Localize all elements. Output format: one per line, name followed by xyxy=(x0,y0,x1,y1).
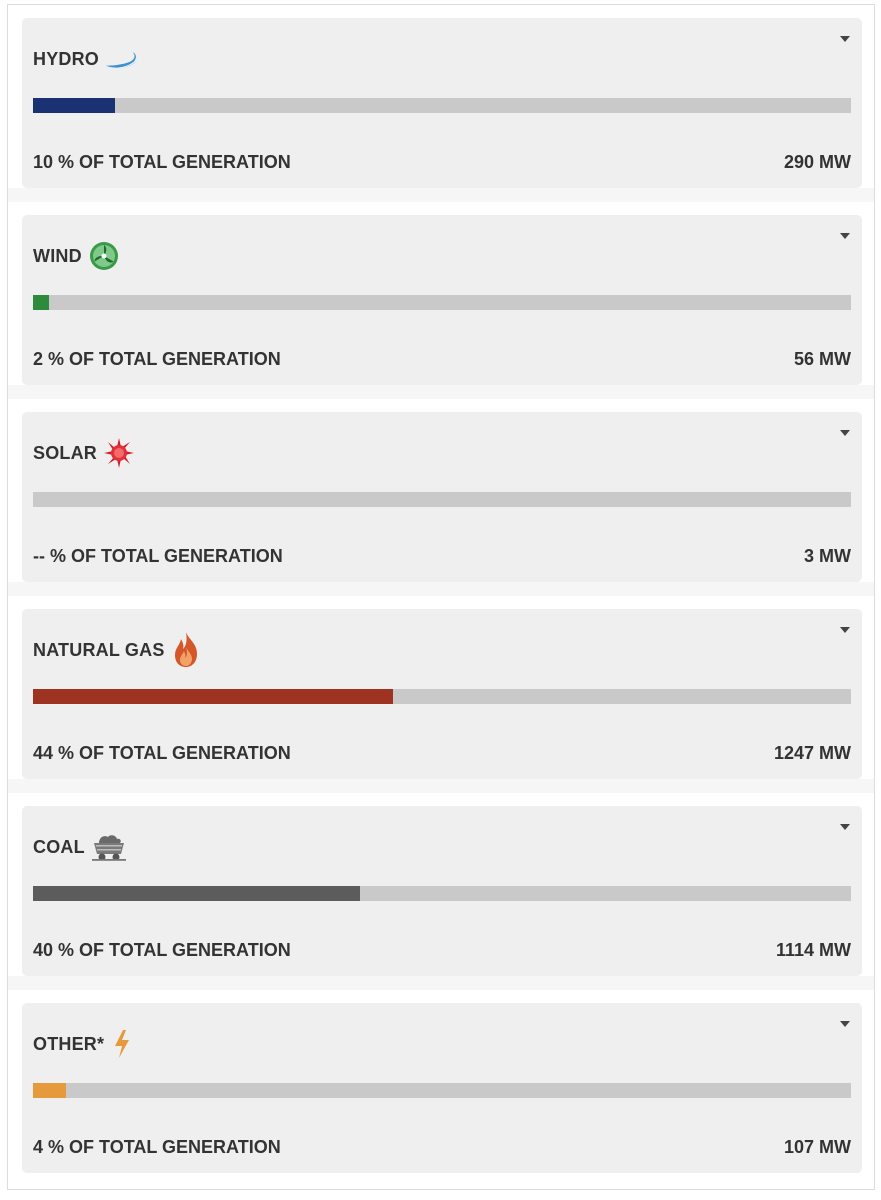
card-divider xyxy=(8,385,874,399)
hydro-wave-icon xyxy=(105,44,143,74)
card-header xyxy=(33,438,141,468)
card-header xyxy=(33,1029,148,1059)
expand-caret-icon[interactable] xyxy=(840,627,850,633)
expand-caret-icon[interactable] xyxy=(840,36,850,42)
megawatt-value: 3 MW xyxy=(804,546,851,566)
percent-suffix: % OF TOTAL GENERATION xyxy=(50,546,283,566)
expand-caret-icon[interactable] xyxy=(840,824,850,830)
sun-icon xyxy=(103,438,141,468)
expand-caret-icon[interactable] xyxy=(840,1021,850,1027)
card-footer xyxy=(33,743,851,764)
megawatt-value: 290 MW xyxy=(783,152,851,172)
megawatt-value: 1114 MW xyxy=(775,940,851,960)
coal-cart-icon xyxy=(91,832,129,862)
percent-value: 40 xyxy=(33,940,54,960)
flame-icon xyxy=(171,635,209,665)
card-footer xyxy=(33,546,851,567)
share-of-total xyxy=(33,1137,281,1158)
wind-turbine-icon xyxy=(88,241,126,271)
percent-suffix: % OF TOTAL GENERATION xyxy=(48,1137,281,1157)
percent-value: 10 xyxy=(33,152,54,172)
lightning-bolt-icon xyxy=(110,1029,148,1059)
share-of-total xyxy=(33,349,281,370)
generation-bar xyxy=(33,295,851,310)
source-name: SOLAR xyxy=(33,442,97,463)
source-name: COAL xyxy=(33,836,85,857)
source-name: HYDRO xyxy=(33,48,100,69)
source-name: OTHER* xyxy=(33,1033,105,1054)
card-header xyxy=(33,44,143,74)
share-of-total xyxy=(33,940,291,961)
card-divider xyxy=(8,188,874,202)
percent-suffix: % OF TOTAL GENERATION xyxy=(58,940,291,960)
generation-bar-fill xyxy=(33,295,49,310)
generation-bar-fill xyxy=(33,886,360,901)
megawatt-value: 107 MW xyxy=(783,1137,851,1157)
generation-bar xyxy=(33,1083,851,1098)
percent-suffix: % OF TOTAL GENERATION xyxy=(48,349,281,369)
source-card-hydro xyxy=(22,18,862,188)
source-card-coal xyxy=(22,806,862,976)
percent-suffix: % OF TOTAL GENERATION xyxy=(58,152,291,172)
percent-value: 4 xyxy=(33,1137,44,1157)
card-footer xyxy=(33,152,851,173)
card-divider xyxy=(8,582,874,596)
generation-panel xyxy=(7,4,875,1190)
generation-bar-fill xyxy=(33,1083,66,1098)
generation-bar-fill xyxy=(33,98,115,113)
share-of-total xyxy=(33,546,283,567)
card-divider xyxy=(8,779,874,793)
generation-bar-fill xyxy=(33,689,393,704)
source-name: WIND xyxy=(33,245,82,266)
card-footer xyxy=(33,940,851,961)
expand-caret-icon[interactable] xyxy=(840,430,850,436)
share-of-total xyxy=(33,743,291,764)
card-footer xyxy=(33,1137,851,1158)
share-of-total xyxy=(33,152,291,173)
card-divider xyxy=(8,976,874,990)
percent-value: 2 xyxy=(33,349,44,369)
source-name: NATURAL GAS xyxy=(33,639,165,660)
card-header xyxy=(33,832,129,862)
megawatt-value: 56 MW xyxy=(793,349,851,369)
card-header xyxy=(33,241,126,271)
generation-bar xyxy=(33,98,851,113)
source-card-wind xyxy=(22,215,862,385)
card-footer xyxy=(33,349,851,370)
source-card-solar xyxy=(22,412,862,582)
source-card-natural-gas xyxy=(22,609,862,779)
megawatt-value: 1247 MW xyxy=(773,743,851,763)
generation-bar xyxy=(33,492,851,507)
generation-bar xyxy=(33,689,851,704)
percent-suffix: % OF TOTAL GENERATION xyxy=(58,743,291,763)
source-card-other xyxy=(22,1003,862,1173)
card-header xyxy=(33,635,209,665)
percent-value: -- xyxy=(33,546,45,566)
expand-caret-icon[interactable] xyxy=(840,233,850,239)
percent-value: 44 xyxy=(33,743,54,763)
generation-bar xyxy=(33,886,851,901)
